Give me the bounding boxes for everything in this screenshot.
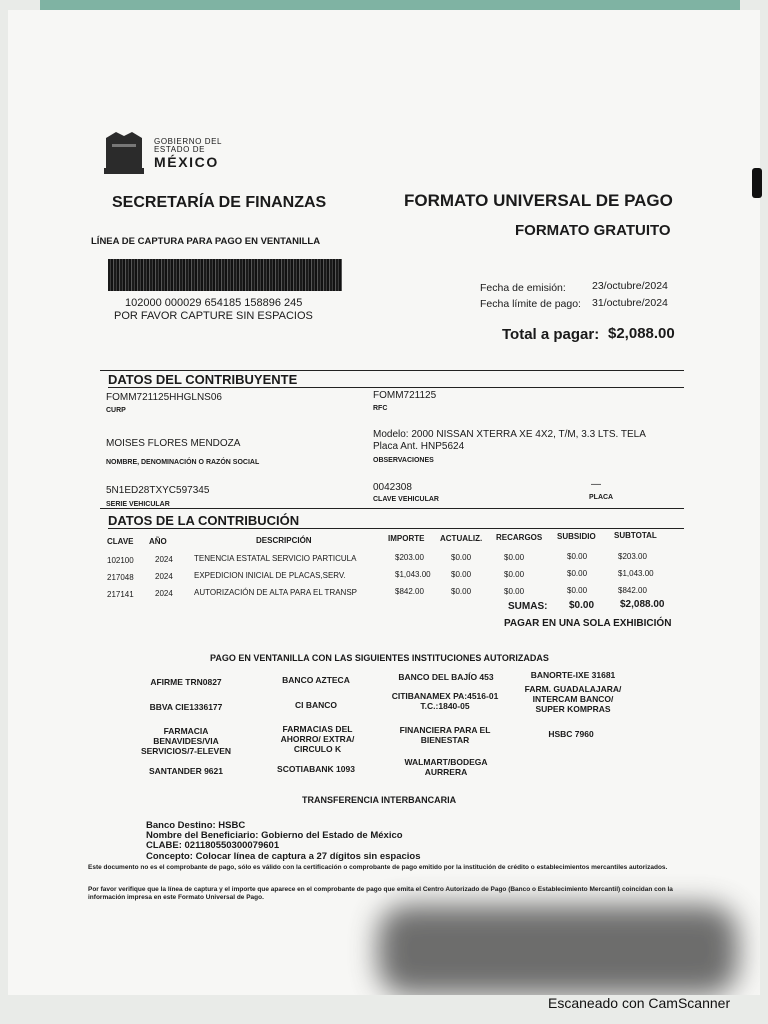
cell-actualiz: $0.00 (451, 570, 472, 579)
captura-barcode (108, 259, 342, 291)
institution-cibanco-name: CI BANCO (294, 700, 338, 710)
cell-actualiz: $0.00 (451, 553, 472, 562)
contribuyente-title: DATOS DEL CONTRIBUYENTE (108, 372, 684, 388)
table-row (8, 569, 760, 583)
cell-anio: 2024 (155, 555, 173, 564)
institution-bbva (136, 703, 236, 713)
institution-benavides (126, 727, 246, 756)
cell-anio: 2024 (155, 589, 173, 598)
sumas-total: $2,088.00 (620, 599, 665, 610)
institution-farm-guadalajara-line-1: FARM. GUADALAJARA/ (524, 684, 622, 694)
formato-title: FORMATO UNIVERSAL DE PAGO (404, 191, 673, 210)
col-header-actualiz: ACTUALIZ. (440, 534, 483, 543)
institution-farm-guadalajara (508, 685, 638, 714)
sumas-subsidio: $0.00 (569, 600, 595, 611)
institution-citibanamex-line-2: T.C.:1840-05 (420, 700, 470, 711)
nombre-label: NOMBRE, DENOMINACIÓN O RAZÓN SOCIAL (106, 459, 260, 466)
col-header-descripcion: DESCRIPCIÓN (256, 536, 312, 545)
institution-citibanamex (380, 692, 510, 712)
institution-farmacias-ahorro-line-2: AHORRO/ EXTRA/ (280, 733, 355, 744)
placa-value: — (591, 479, 601, 490)
contribucion-title: DATOS DE LA CONTRIBUCIÓN (108, 513, 684, 529)
camscanner-watermark: Escaneado con CamScanner (548, 995, 731, 1011)
table-row (8, 586, 760, 600)
clave-label: CLAVE VEHICULAR (373, 496, 439, 503)
institution-farmacias-ahorro-line-1: FARMACIAS DEL (282, 724, 353, 734)
instituciones-title: PAGO EN VENTANILLA CON LAS SIGUIENTES INSTITUCIONES AUTORIZADAS (210, 653, 549, 663)
gov-line-1: GOBIERNO DEL (154, 137, 223, 146)
cell-descripcion: AUTORIZACIÓN DE ALTA PARA EL TRANSP (194, 588, 358, 597)
sumas-label: SUMAS: (508, 601, 548, 612)
emision-value: 23/octubre/2024 (592, 280, 668, 292)
total-value: $2,088.00 (608, 325, 675, 342)
institution-banorte (508, 671, 638, 681)
cell-importe: $1,043.00 (395, 570, 431, 579)
institution-walmart (386, 758, 506, 778)
institution-bajio (386, 673, 506, 683)
cell-subtotal: $203.00 (618, 552, 647, 561)
institution-santander-name: SANTANDER 9621 (148, 766, 223, 776)
cell-descripcion: TENENCIA ESTATAL SERVICIO PARTICULA (194, 554, 357, 563)
institution-afirme (136, 678, 236, 688)
gov-line-3: MÉXICO (154, 153, 219, 170)
cell-actualiz: $0.00 (451, 587, 472, 596)
banco-destino: Banco Destino: HSBC (146, 820, 246, 831)
cell-subtotal: $842.00 (618, 586, 647, 595)
scan-shadow (378, 905, 738, 995)
limite-label: Fecha límite de pago: (480, 298, 581, 310)
cell-recargos: $0.00 (504, 587, 525, 596)
curp-value: FOMM721125HHGLNS06 (106, 392, 222, 403)
beneficiario: Nombre del Beneficiario: Gobierno del Estado de México (146, 830, 403, 841)
obs-value-2: Placa Ant. HNP5624 (373, 441, 465, 452)
nombre-value: MOISES FLORES MENDOZA (106, 438, 241, 449)
nota-verificacion: Por favor verifique que la línea de captura y el importe que aparece en el comprobante de pago que emita el Centro Autorizado de Pago (Banco o Establecimiento Mercantil) coincidan con la información impresa en este Formato Universal de Pago. (88, 886, 673, 901)
institution-walmart-line-1: WALMART/BODEGA (404, 757, 488, 767)
institution-farm-guadalajara-line-3: SUPER KOMPRAS (535, 703, 611, 714)
limite-value: 31/octubre/2024 (592, 297, 668, 309)
exhibicion-note: PAGAR EN UNA SOLA EXHIBICIÓN (504, 618, 672, 629)
curp-label: CURP (106, 407, 126, 414)
serie-label: SERIE VEHICULAR (106, 501, 170, 508)
cell-subtotal: $1,043.00 (618, 569, 654, 578)
cell-subsidio: $0.00 (567, 569, 588, 578)
government-shield-icon (102, 128, 146, 176)
col-header-subsidio: SUBSIDIO (557, 532, 596, 541)
transferencia-title: TRANSFERENCIA INTERBANCARIA (302, 795, 457, 805)
cell-recargos: $0.00 (504, 553, 525, 562)
institution-bbva-name: BBVA CIE1336177 (149, 702, 223, 712)
institution-hsbc-name: HSBC 7960 (548, 729, 594, 739)
col-header-importe: IMPORTE (388, 534, 425, 543)
nota-comprobante: Este documento no es el comprobante de pago, sólo es válido con la certificación o comprobante de pago emitido por la institución de crédito o establecimientos mercantiles autorizados. (88, 864, 668, 871)
emision-label: Fecha de emisión: (480, 282, 566, 294)
secretaria-title: SECRETARÍA DE FINANZAS (112, 194, 327, 211)
institution-scotiabank (266, 765, 366, 775)
institution-financiera-bienestar-line-2: BIENESTAR (420, 734, 470, 745)
institution-benavides-line-2: BENAVIDES/VIA (153, 735, 219, 746)
serie-value: 5N1ED28TXYC597345 (106, 485, 210, 496)
scan-edge-mark (752, 168, 762, 198)
institution-benavides-line-1: FARMACIA (163, 726, 209, 736)
institution-cibanco (266, 701, 366, 711)
captura-label: LÍNEA DE CAPTURA PARA PAGO EN VENTANILLA (91, 236, 321, 247)
institution-azteca-name: BANCO AZTECA (282, 675, 350, 685)
institution-banorte-name: BANORTE-IXE 31681 (530, 670, 616, 680)
institution-hsbc (516, 730, 626, 740)
institution-farmacias-ahorro (260, 725, 375, 754)
placa-label: PLACA (589, 494, 614, 501)
col-header-clave: CLAVE (107, 537, 134, 546)
concepto: Concepto: Colocar línea de captura a 27 dígitos sin espacios (146, 851, 421, 862)
divider (100, 508, 684, 509)
total-label: Total a pagar: (502, 326, 600, 343)
institution-walmart-line-2: AURRERA (424, 766, 468, 777)
institution-bajio-name: BANCO DEL BAJÍO 453 (398, 672, 494, 682)
institution-santander (136, 767, 236, 777)
divider (100, 370, 684, 371)
cell-clave: 217141 (107, 590, 134, 599)
formato-gratuito: FORMATO GRATUITO (515, 222, 671, 239)
institution-farm-guadalajara-line-2: INTERCAM BANCO/ (532, 693, 614, 704)
institution-citibanamex-line-1: CITIBANAMEX PA:4516-01 (391, 691, 499, 701)
institution-benavides-line-3: SERVICIOS/7-ELEVEN (140, 745, 232, 756)
institution-scotiabank-name: SCOTIABANK 1093 (277, 764, 355, 774)
cell-importe: $203.00 (395, 553, 424, 562)
cell-clave: 102100 (107, 556, 134, 565)
obs-label: OBSERVACIONES (373, 457, 434, 464)
obs-value-1: Modelo: 2000 NISSAN XTERRA XE 4X2, T/M, 3.3 LTS. TELA (373, 429, 646, 440)
institution-azteca (266, 676, 366, 686)
col-header-recargos: RECARGOS (496, 533, 543, 542)
captura-instruction: POR FAVOR CAPTURE SIN ESPACIOS (114, 310, 313, 322)
clabe: CLABE: 021180550300079601 (146, 840, 280, 851)
scan-top-edge (40, 0, 740, 10)
cell-subsidio: $0.00 (567, 586, 588, 595)
col-header-anio: AÑO (149, 537, 167, 546)
cell-anio: 2024 (155, 572, 173, 581)
captura-number: 102000 000029 654185 158896 245 (125, 297, 303, 309)
rfc-label: RFC (373, 405, 388, 412)
institution-farmacias-ahorro-line-3: CIRCULO K (293, 743, 342, 754)
cell-importe: $842.00 (395, 587, 424, 596)
document-sheet (8, 10, 760, 995)
government-wordmark (154, 138, 222, 169)
gov-line-2: ESTADO DE (154, 145, 206, 155)
rfc-value: FOMM721125 (373, 390, 437, 401)
cell-recargos: $0.00 (504, 570, 525, 579)
clave-value: 0042308 (373, 482, 412, 493)
table-row (8, 552, 760, 566)
cell-clave: 217048 (107, 573, 134, 582)
institution-financiera-bienestar (380, 726, 510, 746)
institution-afirme-name: AFIRME TRN0827 (150, 677, 222, 687)
cell-descripcion: EXPEDICION INICIAL DE PLACAS,SERV. (194, 571, 346, 580)
cell-subsidio: $0.00 (567, 552, 588, 561)
institution-financiera-bienestar-line-1: FINANCIERA PARA EL (399, 725, 491, 735)
col-header-subtotal: SUBTOTAL (614, 531, 657, 540)
